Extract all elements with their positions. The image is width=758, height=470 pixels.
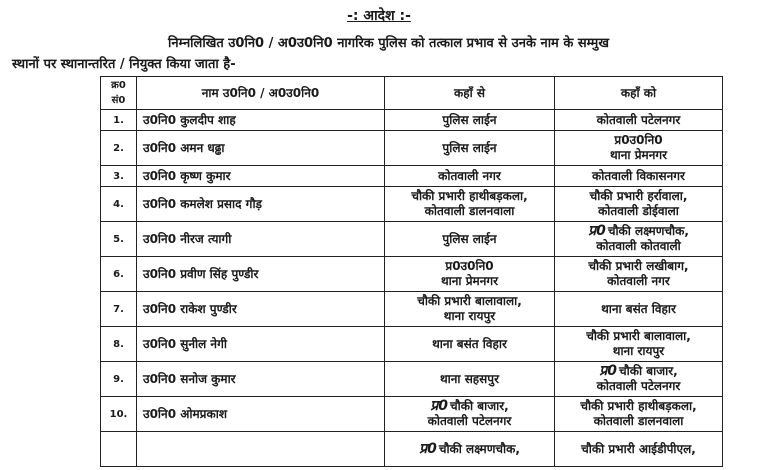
cell-line: कोतवाली नगर bbox=[607, 274, 670, 288]
cell-line: कोतवाली डोईवाला bbox=[598, 204, 679, 218]
table-row bbox=[101, 292, 723, 327]
cell-from bbox=[385, 131, 555, 166]
cell-to bbox=[555, 362, 723, 397]
cell-line: पुलिस लाईन bbox=[442, 140, 497, 155]
cell-from bbox=[385, 432, 555, 467]
cell-line: थाना रायपुर bbox=[612, 344, 665, 358]
cell-to bbox=[555, 131, 723, 166]
cell-to bbox=[555, 110, 723, 131]
table-row bbox=[101, 327, 723, 362]
cell-line: थाना सहसपुर bbox=[439, 371, 500, 386]
cell-name: उ0नि0 कुलदीप शाह bbox=[137, 110, 385, 131]
cell-from bbox=[385, 397, 555, 432]
cell-line: प्र0उ0नि0 bbox=[614, 133, 663, 147]
cell-line: कोतवाली डालनवाला bbox=[424, 204, 515, 218]
cell-serial: 4. bbox=[101, 187, 137, 222]
intro-text-line-1: निम्नलिखित उ0नि0 / अ0उ0नि0 नागरिक पुलिस को तत्काल प्रभाव से उनके नाम के सम्मुख bbox=[168, 36, 609, 51]
cell-name: उ0नि0 कमलेश प्रसाद गौड़ bbox=[137, 187, 385, 222]
cell-serial: 9. bbox=[101, 362, 137, 397]
cell-line: पुलिस लाईन bbox=[442, 112, 497, 127]
cell-to bbox=[555, 327, 723, 362]
cell-line: चौकी प्रभारी हर्रावाला, bbox=[589, 189, 688, 203]
cell-line: प्र0 चौकी बाजार, bbox=[599, 363, 678, 379]
header-to: कहाँ को bbox=[555, 77, 723, 110]
cell-serial: 6. bbox=[101, 257, 137, 292]
cell-line: चौकी प्रभारी बालावाला, bbox=[586, 329, 691, 343]
cell-line: कोतवाली पटेलनगर bbox=[596, 379, 681, 393]
header-name: नाम उ0नि0 / अ0उ0नि0 bbox=[137, 77, 385, 110]
intro-text-line-2: स्थानों पर स्थानान्तरित / नियुक्त किया जाता है- bbox=[12, 57, 236, 72]
cell-name: उ0नि0 राकेश पुण्डीर bbox=[137, 292, 385, 327]
cell-serial: 7. bbox=[101, 292, 137, 327]
cell-line: चौकी प्रभारी हाथीबड़कला, bbox=[411, 189, 528, 203]
cell-serial: 3. bbox=[101, 166, 137, 187]
cell-line: पुलिस लाईन bbox=[442, 231, 497, 246]
table-row bbox=[101, 131, 723, 166]
cell-name: उ0नि0 अमन धढ्ढा bbox=[137, 131, 385, 166]
cell-line: थाना प्रेमनगर bbox=[440, 274, 499, 288]
cell-from bbox=[385, 327, 555, 362]
table-row bbox=[101, 397, 723, 432]
order-heading: -: आदेश :- bbox=[347, 8, 411, 24]
cell-from bbox=[385, 292, 555, 327]
incharge-prefix: प्र0 bbox=[430, 398, 449, 414]
cell-from bbox=[385, 187, 555, 222]
incharge-prefix: प्र0 bbox=[599, 363, 618, 379]
cell-serial: 10. bbox=[101, 397, 137, 432]
table-header-row bbox=[101, 77, 723, 110]
table-row bbox=[101, 432, 723, 467]
header-serial: क्र0 सं0 bbox=[101, 77, 137, 110]
header-from: कहाँ से bbox=[385, 77, 555, 110]
transfer-table bbox=[100, 76, 723, 467]
cell-from bbox=[385, 222, 555, 257]
cell-name: उ0नि0 सुनील नेगी bbox=[137, 327, 385, 362]
cell-line: चौकी प्रभारी बालावाला, bbox=[417, 294, 522, 308]
cell-line: प्र0 चौकी लक्ष्मणचौक, bbox=[588, 223, 689, 239]
cell-name: उ0नि0 प्रवीण सिंह पुण्डीर bbox=[137, 257, 385, 292]
cell-from bbox=[385, 257, 555, 292]
cell-to bbox=[555, 222, 723, 257]
cell-line: कोतवाली नगर bbox=[438, 168, 501, 183]
cell-name: उ0नि0 सनोज कुमार bbox=[137, 362, 385, 397]
cell-to bbox=[555, 292, 723, 327]
cell-line: कोतवाली पटेलनगर bbox=[596, 112, 681, 127]
cell-from bbox=[385, 362, 555, 397]
cell-name: उ0नि0 ओमप्रकाश bbox=[137, 397, 385, 432]
cell-line: प्र0उ0नि0 bbox=[445, 259, 494, 273]
cell-to bbox=[555, 257, 723, 292]
table-body bbox=[101, 110, 723, 467]
table-row bbox=[101, 222, 723, 257]
cell-from bbox=[385, 166, 555, 187]
cell-serial: 1. bbox=[101, 110, 137, 131]
cell-line: प्र0 चौकी बाजार, bbox=[430, 398, 509, 414]
table-row bbox=[101, 187, 723, 222]
cell-line: कोतवाली डालनवाला bbox=[593, 414, 684, 428]
cell-line: कोतवाली कोतवाली bbox=[596, 239, 681, 253]
cell-from bbox=[385, 110, 555, 131]
cell-to bbox=[555, 397, 723, 432]
table-row bbox=[101, 257, 723, 292]
cell-line: थाना बसंत विहार bbox=[601, 301, 676, 316]
cell-name: उ0नि0 नीरज त्यागी bbox=[137, 222, 385, 257]
cell-serial bbox=[101, 432, 137, 467]
table-row bbox=[101, 362, 723, 397]
cell-line: थाना प्रेमनगर bbox=[609, 148, 668, 162]
cell-to bbox=[555, 187, 723, 222]
incharge-prefix: प्र0 bbox=[419, 440, 437, 457]
cell-to bbox=[555, 166, 723, 187]
cell-to bbox=[555, 432, 723, 467]
cell-name: उ0नि0 कृष्ण कुमार bbox=[137, 166, 385, 187]
cell-serial: 8. bbox=[101, 327, 137, 362]
cell-line: कोतवाली विकासनगर bbox=[592, 168, 685, 183]
cell-line: चौकी प्रभारी आईडीपीएल, bbox=[581, 441, 696, 456]
cell-line: चौकी प्रभारी लखीबाग, bbox=[588, 259, 689, 273]
cell-line: प्र0 चौकी लक्ष्मणचौक, bbox=[419, 440, 520, 457]
cell-serial: 5. bbox=[101, 222, 137, 257]
cell-line: थाना बसंत विहार bbox=[432, 336, 507, 351]
cell-serial: 2. bbox=[101, 131, 137, 166]
cell-line: चौकी प्रभारी हाथीबड़कला, bbox=[580, 399, 697, 413]
table-row bbox=[101, 110, 723, 131]
table-row bbox=[101, 166, 723, 187]
cell-line: थाना रायपुर bbox=[443, 309, 496, 323]
incharge-prefix: प्र0 bbox=[588, 223, 606, 239]
cell-line: कोतवाली पटेलनगर bbox=[427, 414, 512, 428]
cell-name bbox=[137, 432, 385, 467]
